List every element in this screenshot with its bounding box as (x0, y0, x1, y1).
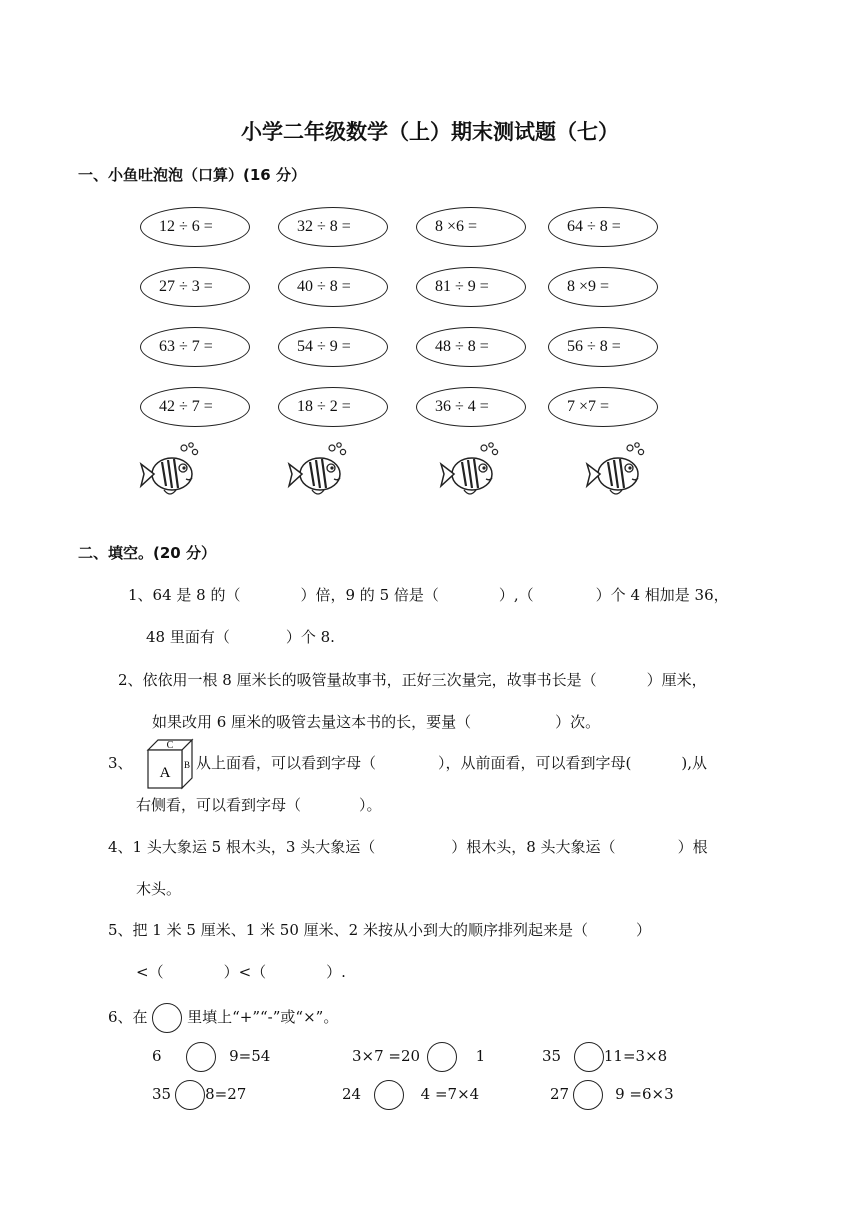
section2-heading: 二、填空。(20 分） (78, 544, 216, 562)
calc-bubble[interactable]: 27 ÷ 3 = (140, 267, 250, 307)
calc-bubble[interactable]: 8 ×9 = (548, 267, 658, 307)
calc-bubble[interactable]: 64 ÷ 8 = (548, 207, 658, 247)
operator-input-circle[interactable] (374, 1080, 404, 1110)
q6-item: 6 9=54 (152, 1042, 270, 1072)
calc-bubble[interactable]: 7 ×7 = (548, 387, 658, 427)
cube-top-letter: C (166, 740, 174, 751)
operator-input-circle[interactable] (175, 1080, 205, 1110)
operator-circle-icon (152, 1003, 182, 1033)
q6-instruction: 6、在 里填上“+”“-”或“×”。 (108, 1003, 338, 1033)
q6-item: 27 9 =6×3 (550, 1080, 674, 1110)
operator-input-circle[interactable] (573, 1080, 603, 1110)
fish-blowing-bubbles-icon (438, 440, 502, 500)
q6-item: 24 4 =7×4 (342, 1080, 479, 1110)
q1-line2: 48 里面有（ ）个 8. (146, 628, 335, 646)
q6-item: 3×7 =20 1 (352, 1042, 485, 1072)
q6-item: 35 8=27 (152, 1080, 246, 1110)
calc-bubble[interactable]: 81 ÷ 9 = (416, 267, 526, 307)
q1-line1: 1、64 是 8 的（ ）倍，9 的 5 倍是（ ）,（ ）个 4 相加是 36， (128, 586, 729, 604)
q3-line2: 右侧看，可以看到字母（ ）。 (136, 796, 382, 814)
fish-blowing-bubbles-icon (584, 440, 648, 500)
calc-bubble[interactable]: 56 ÷ 8 = (548, 327, 658, 367)
q2-line2: 如果改用 6 厘米的吸管去量这本书的长，要量（ ）次。 (152, 713, 601, 731)
letter-cube-icon (146, 738, 194, 790)
fish-blowing-bubbles-icon (286, 440, 350, 500)
calc-bubble[interactable]: 48 ÷ 8 = (416, 327, 526, 367)
calc-bubble[interactable]: 12 ÷ 6 = (140, 207, 250, 247)
operator-input-circle[interactable] (186, 1042, 216, 1072)
q4-line2: 木头。 (136, 880, 182, 898)
calc-bubble[interactable]: 63 ÷ 7 = (140, 327, 250, 367)
q3-line1: 从上面看，可以看到字母（ ），从前面看，可以看到字母( ),从 (196, 754, 707, 772)
q4-line1: 4、1 头大象运 5 根木头，3 头大象运（ ）根木头，8 头大象运（ ）根 (108, 838, 708, 856)
cube-front-letter: A (159, 765, 171, 781)
calc-bubble[interactable]: 40 ÷ 8 = (278, 267, 388, 307)
section1-heading: 一、小鱼吐泡泡（口算）(16 分） (78, 166, 306, 184)
page-title: 小学二年级数学（上）期末测试题（七） (241, 119, 619, 144)
calc-bubble[interactable]: 32 ÷ 8 = (278, 207, 388, 247)
cube-side-letter: B (183, 760, 191, 770)
calc-bubble[interactable]: 36 ÷ 4 = (416, 387, 526, 427)
q2-line1: 2、依依用一根 8 厘米长的吸管量故事书，正好三次量完，故事书长是（ ）厘米， (118, 671, 707, 689)
calc-bubble[interactable]: 8 ×6 = (416, 207, 526, 247)
calc-bubble[interactable]: 54 ÷ 9 = (278, 327, 388, 367)
q3-number: 3、 (108, 754, 133, 772)
q5-line1: 5、把 1 米 5 厘米、1 米 50 厘米、2 米按从小到大的顺序排列起来是（ ） (108, 921, 651, 939)
q5-line2: <（ ）<（ ）. (136, 963, 346, 981)
operator-input-circle[interactable] (427, 1042, 457, 1072)
calc-bubble[interactable]: 42 ÷ 7 = (140, 387, 250, 427)
q6-item: 35 11=3×8 (542, 1042, 667, 1072)
calc-bubble[interactable]: 18 ÷ 2 = (278, 387, 388, 427)
fish-blowing-bubbles-icon (138, 440, 202, 500)
operator-input-circle[interactable] (574, 1042, 604, 1072)
